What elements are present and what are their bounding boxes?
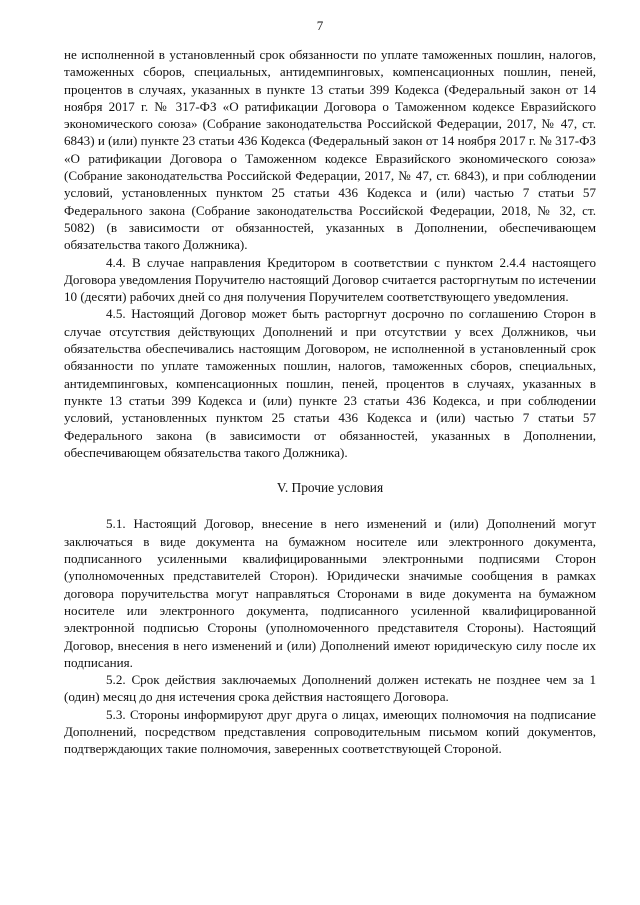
paragraph-5-1: 5.1. Настоящий Договор, внесение в него изменений и (или) Дополнений могут заключаться в виде документа на бумажном носителе или электронного документа, подписанного усиленными квалифицированными электронными подписями Сторон (уполномоченных представителей Сторон). Юридически значимые сообщения в рамках договора поручительства могут направляться Сторонами в виде документа на бумажном носителе или электронного документа, подписанного усиленной квалифицированной электронной подписью Стороны (уполномоченного представителя Стороны). Настоящий Договор, внесения в него изменений и (или) Дополнений имеют юридическую силу после их подписания. [64,516,596,670]
document-body [64,46,596,758]
paragraph-continuation: не исполненной в установленный срок обязанности по уплате таможенных пошлин, налогов, таможенных сборов, специальных, антидемпинговых, компенсационных пошлин, пеней, процентов в случаях, указанных в пункте 13 статьи 399 Кодекса (Федеральный закон от 14 ноября 2017 г. № 317-ФЗ «О ратификации Договора о Таможенном кодексе Евразийского экономического союза» (Собрание законодательства Российской Федерации, 2017, № 47, ст. 6843) и (или) пункте 23 статьи 436 Кодекса (Федеральный закон от 14 ноября 2017 г. № 317-ФЗ «О ратификации Договора о Таможенном кодексе Евразийского экономического союза» (Собрание законодательства Российской Федерации, 2017, № 47, ст. 6843), и при соблюдении условий, установленных пунктом 25 статьи 436 Кодекса и (или) частью 7 статьи 57 Федерального закона (Собрание законодательства Российской Федерации, 2018, № 32, ст. 5082) (в зависимости от обязанностей, указанных в Дополнении, обеспечивающем обязательства такого Должника). [64,47,596,253]
paragraph-4-5: 4.5. Настоящий Договор может быть расторгнут досрочно по соглашению Сторон в случае отсутствия действующих Дополнений и при отсутствии у всех Должников, чьи обязательства обеспечивались настоящим Договором, не исполненной в установленный срок обязанности по уплате таможенных пошлин, налогов, таможенных сборов, специальных, антидемпинговых, компенсационных пошлин, пеней, процентов в случаях, указанных в пункте 13 статьи 399 Кодекса и (или) пункте 23 статьи 436 Кодекса, и при соблюдении условий, установленных пунктом 25 статьи 436 Кодекса и (или) частью 7 статьи 57 Федерального закона (в зависимости от обязанностей, указанных в Дополнении, обеспечивающем обязательства такого Должника). [64,306,596,460]
section-heading: V. Прочие условия [276,480,384,496]
page-number: 7 [316,18,324,33]
paragraph-5-2: 5.2. Срок действия заключаемых Дополнений должен истекать не позднее чем за 1 (один) месяц до дня истечения срока действия настоящего Договора. [64,672,596,705]
paragraph-4-4: 4.4. В случае направления Кредитором в соответствии с пунктом 2.4.4 настоящего Договора уведомления Поручителю настоящий Договор считается расторгнутым по истечении 10 (десяти) рабочих дней со дня получения Поручителем соответствующего уведомления. [64,254,596,305]
paragraph-5-3: 5.3. Стороны информируют друг друга о лицах, имеющих полномочия на подписание Дополнений, посредством представления сопроводительным письмом копий документов, подтверждающих такие полномочия, заверенных соответствующей Стороной. [64,706,596,757]
